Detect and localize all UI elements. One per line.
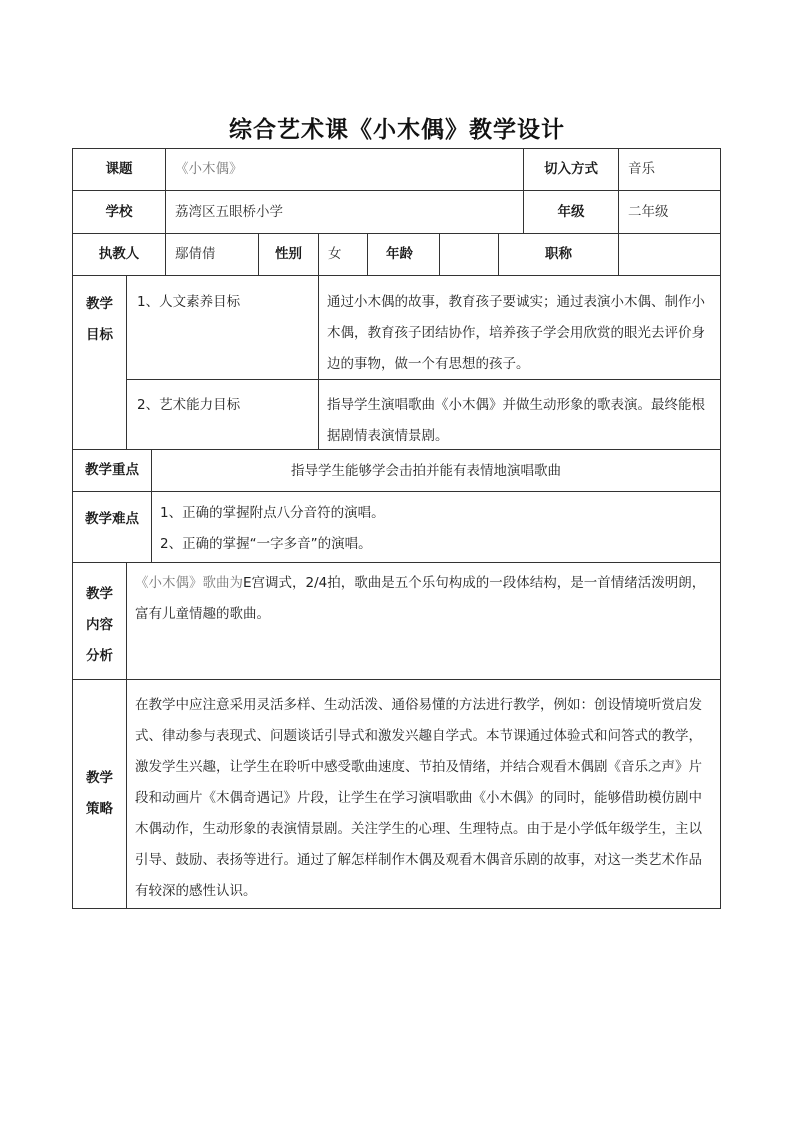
goals-label	[72, 275, 127, 450]
analysis-label	[72, 562, 127, 680]
topic-label: 课题	[72, 148, 166, 191]
strategy-label-line2: 策略	[86, 801, 113, 817]
job-title-value	[618, 233, 721, 276]
teacher-label: 执教人	[72, 233, 166, 276]
gender-label: 性别	[258, 233, 319, 276]
entry-method-label: 切入方式	[523, 148, 619, 191]
strategy-label-line1: 教学	[86, 770, 113, 786]
goal-2-name: 2、艺术能力目标	[126, 379, 319, 450]
difficulty-list	[151, 491, 721, 563]
age-label: 年龄	[367, 233, 440, 276]
teacher-value: 鄢倩倩	[165, 233, 259, 276]
school-value: 荔湾区五眼桥小学	[165, 190, 524, 234]
goals-label-line1: 教学	[86, 296, 113, 312]
page-title: 综合艺术课《小木偶》教学设计	[229, 116, 565, 143]
analysis-text-body: E宫调式，2/4拍，歌曲是五个乐句构成的一段体结构，是一首情绪活泼明朗，富有儿童情趣的歌曲。	[135, 575, 706, 622]
topic-value: 《小木偶》	[165, 148, 524, 191]
analysis-label-line1: 教学	[86, 586, 113, 602]
analysis-text-title: 《小木偶》歌曲为	[135, 575, 243, 591]
key-point-label: 教学重点	[72, 449, 152, 492]
goal-1-name: 1、人文素养目标	[126, 275, 319, 380]
grade-label: 年级	[523, 190, 619, 234]
age-value	[439, 233, 499, 276]
goals-label-line2: 目标	[86, 327, 113, 343]
difficulty-item-1: 1、正确的掌握附点八分音符的演唱。	[160, 505, 385, 521]
analysis-label-line3: 分析	[86, 648, 113, 664]
analysis-text	[126, 562, 721, 680]
gender-value: 女	[318, 233, 368, 276]
goal-2-desc: 指导学生演唱歌曲《小木偶》并做生动形象的歌表演。最终能根据剧情表演情景剧。	[318, 379, 721, 450]
job-title-label: 职称	[498, 233, 619, 276]
goal-1-desc: 通过小木偶的故事，教育孩子要诚实；通过表演小木偶、制作小木偶，教育孩子团结协作，培养孩子学会用欣赏的眼光去评价身边的事物，做一个有思想的孩子。	[318, 275, 721, 380]
strategy-text: 在教学中应注意采用灵活多样、生动活泼、通俗易懂的方法进行教学，例如：创设情境听赏启发式、律动参与表现式、问题谈话引导式和激发兴趣自学式。本节课通过体验式和问答式的教学，激发学生兴趣，让学生在聆听中感受歌曲速度、节拍及情绪，并结合观看木偶剧《音乐之声》片段和动画片《木偶奇遇记》片段，让学生在学习演唱歌曲《小木偶》的同时，能够借助模仿剧中木偶动作，生动形象的表演情景剧。关注学生的心理、生理特点。由于是小学低年级学生，主以引导、鼓励、表扬等进行。通过了解怎样制作木偶及观看木偶音乐剧的故事，对这一类艺术作品有较深的感性认识。	[126, 679, 721, 909]
grade-value: 二年级	[618, 190, 721, 234]
difficulty-label: 教学难点	[72, 491, 152, 563]
entry-method-value: 音乐	[618, 148, 721, 191]
strategy-label	[72, 679, 127, 909]
school-label: 学校	[72, 190, 166, 234]
key-point-text: 指导学生能够学会击拍并能有表情地演唱歌曲	[151, 449, 721, 492]
difficulty-item-2: 2、正确的掌握“一字多音”的演唱。	[160, 536, 372, 552]
analysis-label-line2: 内容	[86, 617, 113, 633]
